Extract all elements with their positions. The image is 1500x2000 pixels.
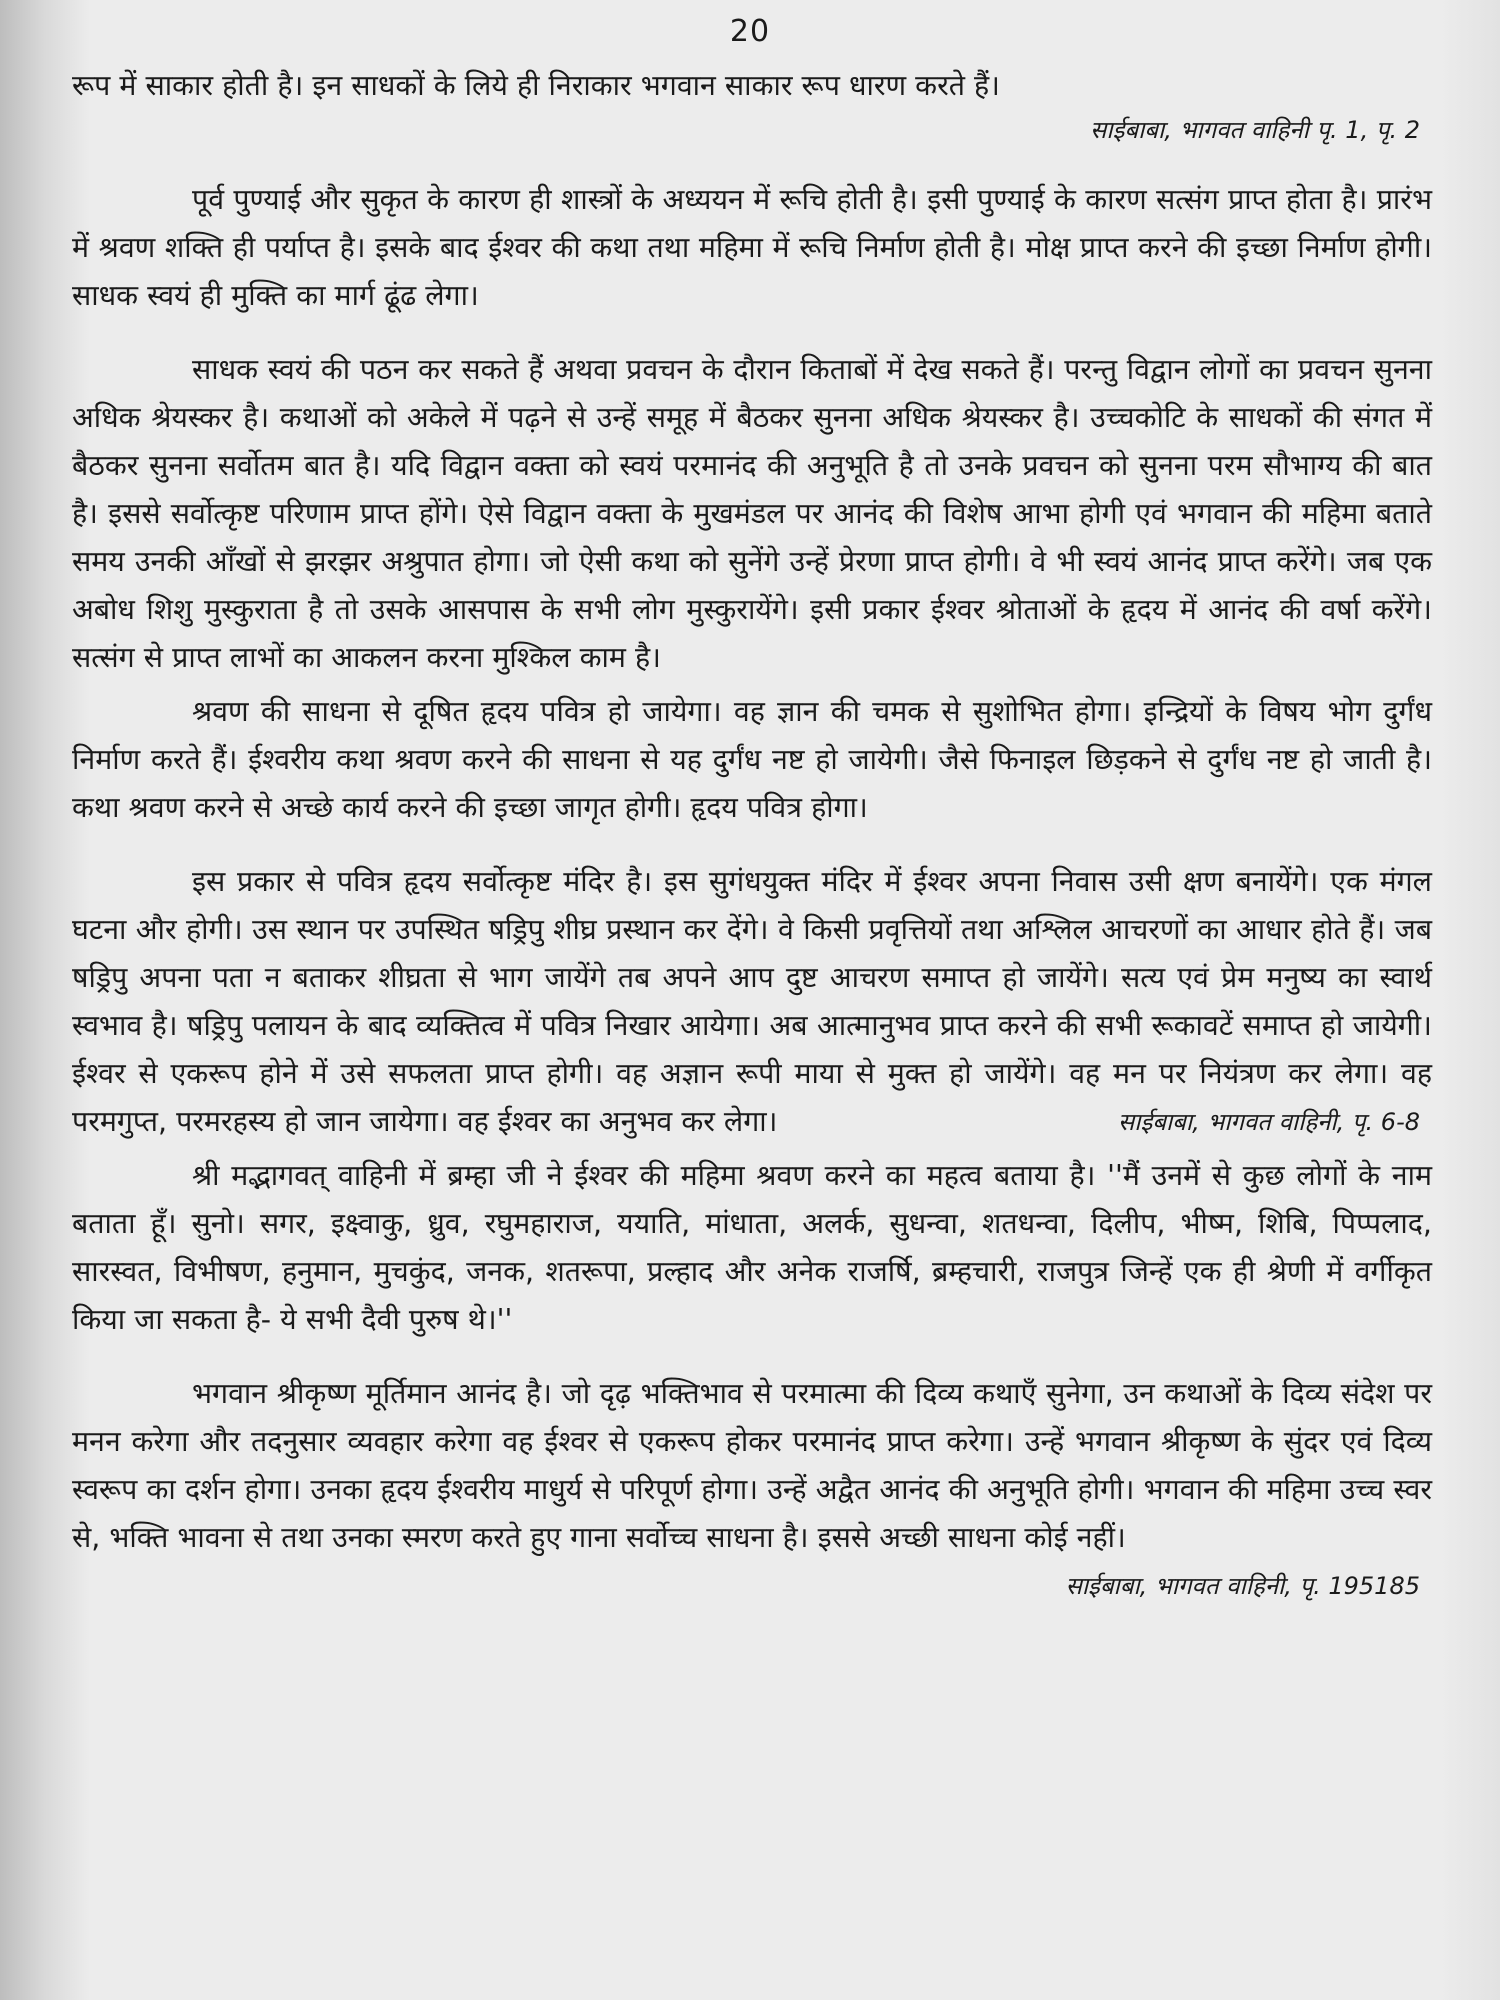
paragraph-3: साधक स्वयं की पठन कर सकते हैं अथवा प्रवचन के दौरान किताबों में देख सकते हैं। परन्तु विद्वान लोगों का प्रवचन सुनना अधिक श्रेयस्कर है। कथाओं को अकेले में पढ़ने से उन्हें समूह में बैठकर सुनना अधिक श्रेयस्कर है। उच्चकोटि के साधकों की संगत में बैठकर सुनना सर्वोतम बात है। यदि विद्वान वक्ता को स्वयं परमानंद की अनुभूति है तो उनके प्रवचन को सुनना परम सौभाग्य की बात है। इससे सर्वोत्कृष्ट परिणाम प्राप्त होंगे। ऐसे विद्वान वक्ता के मुखमंडल पर आनंद की विशेष आभा होगी एवं भगवान की महिमा बताते समय उनकी आँखों से झरझर अश्रुपात होगा। जो ऐसी कथा को सुनेंगे उन्हें प्रेरणा प्राप्त होगी। वे भी स्वयं आनंद प्राप्त करेंगे। जब एक अबोध शिशु मुस्कुराता है तो उसके आसपास के सभी लोग मुस्कुरायेंगे। इसी प्रकार ईश्वर श्रोताओं के हृदय में आनंद की वर्षा करेंगे। सत्संग से प्राप्त लाभों का आकलन करना मुश्किल काम है। (72, 353, 1432, 674)
paragraph-6: श्री मद्भागवत् वाहिनी में ब्रम्हा जी ने ईश्वर की महिमा श्रवण करने का महत्व बताया है। ''मैं उनमें से कुछ लोगों के नाम बताता हूँ। सुनो। सगर, इक्ष्वाकु, ध्रुव, रघुमहाराज, ययाति, मांधाता, अलर्क, सुधन्वा, शतधन्वा, दिलीप, भीष्म, शिबि, पिप्पलाद, सारस्वत, विभीषण, हनुमान, मुचकुंद, जनक, शतरूपा, प्रल्हाद और अनेक राजर्षि, ब्रम्हचारी, राजपुत्र जिन्हें एक ही श्रेणी में वर्गीकृत किया जा सकता है- ये सभी दैवी पुरुष थे।'' (72, 1159, 1432, 1336)
paragraph-5-block (72, 858, 1432, 1146)
paragraph-1: रूप में साकार होती है। इन साधकों के लिये ही निराकार भगवान साकार रूप धारण करते हैं। (72, 69, 1000, 102)
paragraph-5 (72, 858, 1432, 1146)
paragraph-7-text: भगवान श्रीकृष्ण मूर्तिमान आनंद है। जो दृढ़ भक्तिभाव से परमात्मा की दिव्य कथाएँ सुनेगा, उन कथाओं के दिव्य संदेश पर मनन करेगा और तदनुसार व्यवहार करेगा वह ईश्वर से एकरूप होकर परमानंद प्राप्त करेगा। उन्हें भगवान श्रीकृष्ण के सुंदर एवं दिव्य स्वरूप का दर्शन होगा। उनका हृदय ईश्वरीय माधुर्य से परिपूर्ण होगा। उन्हें अद्वैत आनंद की अनुभूति होगी। भगवान की महिमा उच्च स्वर से, भक्ति भावना से तथा उनका स्मरण करते हुए गाना सर्वोच्च साधना है। इससे अच्छी साधना कोई नहीं। (72, 1377, 1432, 1554)
page-number: 20 (729, 14, 771, 49)
paragraph-4: श्रवण की साधना से दूषित हृदय पवित्र हो जायेगा। वह ज्ञान की चमक से सुशोभित होगा। इन्द्रियों के विषय भोग दुर्गंध निर्माण करते हैं। ईश्वरीय कथा श्रवण करने की साधना से यह दुर्गंध नष्ट हो जायेगी। जैसे फिनाइल छिड़कने से दुर्गंध नष्ट हो जाती है। कथा श्रवण करने से अच्छे कार्य करने की इच्छा जागृत होगी। हृदय पवित्र होगा। (72, 695, 1432, 824)
paragraph-5-text: इस प्रकार से पवित्र हृदय सर्वोत्कृष्ट मंदिर है। इस सुगंधयुक्त मंदिर में ईश्वर अपना निवास उसी क्षण बनायेंगे। एक मंगल घटना और होगी। उस स्थान पर उपस्थित षड्रिपु शीघ्र प्रस्थान कर देंगे। वे किसी प्रवृत्तियों तथा अश्लिल आचरणों का आधार होते हैं। जब षड्रिपु अपना पता न बताकर शीघ्रता से भाग जायेंगे तब अपने आप दुष्ट आचरण समाप्त हो जायेंगे। सत्य एवं प्रेम मनुष्य का स्वार्थ स्वभाव है। षड्रिपु पलायन के बाद व्यक्तित्व में पवित्र निखार आयेगा। अब आत्मानुभव प्राप्त करने की सभी रूकावटें समाप्त हो जायेगी। ईश्वर से एकरूप होने में उसे सफलता प्राप्त होगी। वह अज्ञान रूपी माया से मुक्त हो जायेंगे। वह मन पर नियंत्रण कर लेगा। वह परमगुप्त, परमरहस्य हो जान जायेगा। वह ईश्वर का अनुभव कर लेगा। (72, 865, 1432, 1138)
citation-1: साईबाबा, भागवत वाहिनी पृ. 1, पृ. 2 (1090, 116, 1420, 144)
paragraph-7 (72, 1370, 1432, 1600)
citation-5: साईबाबा, भागवत वाहिनी, पृ. 6-8 (1118, 1108, 1420, 1136)
paragraph-2: पूर्व पुण्याई और सुकृत के कारण ही शास्त्रों के अध्ययन में रूचि होती है। इसी पुण्याई के कारण सत्संग प्राप्त होता है। प्रारंभ में श्रवण शक्ति ही पर्याप्त है। इसके बाद ईश्वर की कथा तथा महिमा में रूचि निर्माण होती है। मोक्ष प्राप्त करने की इच्छा निर्माण होगी। साधक स्वयं ही मुक्ति का मार्ग ढूंढ लेगा। (72, 183, 1432, 312)
paragraph-7-block (72, 1370, 1432, 1600)
page-body (72, 62, 1432, 1610)
citation-7: साईबाबा, भागवत वाहिनी, पृ. 195185 (1065, 1572, 1420, 1600)
